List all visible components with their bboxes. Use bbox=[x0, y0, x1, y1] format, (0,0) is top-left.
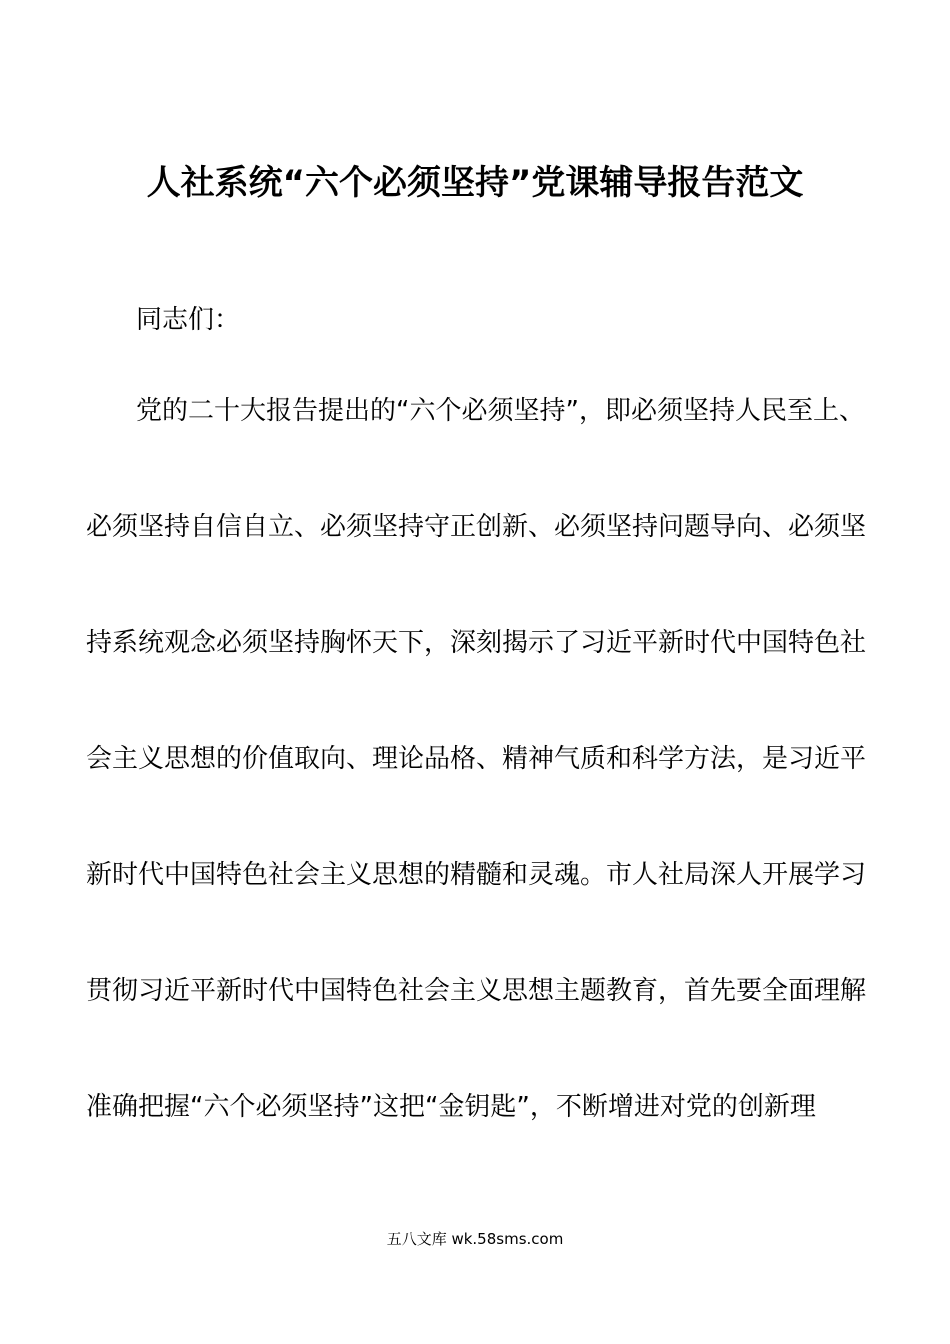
greeting-line: 同志们： bbox=[136, 305, 241, 335]
document-title: 人社系统“六个必须坚持”党课辅导报告范文 bbox=[146, 163, 804, 203]
paragraph-line: 贯彻习近平新时代中国特色社会主义思想主题教育，首先要全面理解 bbox=[86, 976, 867, 1006]
paragraph-line: 必须坚持自信自立、必须坚持守正创新、必须坚持问题导向、必须坚 bbox=[86, 512, 867, 542]
paragraph-line: 会主义思想的价值取向、理论品格、精神气质和科学方法，是习近平 bbox=[86, 744, 867, 774]
paragraph-line: 新时代中国特色社会主义思想的精髓和灵魂。市人社局深人开展学习 bbox=[86, 860, 867, 890]
page-footer: 五八文库 wk.58sms.com bbox=[386, 1230, 564, 1248]
paragraph-line: 持系统观念必须坚持胸怀天下，深刻揭示了习近平新时代中国特色社 bbox=[86, 628, 867, 658]
paragraph-line: 准确把握“六个必须坚持”这把“金钥匙”，不断增进对党的创新理 bbox=[86, 1092, 816, 1122]
paragraph-line: 党的二十大报告提出的“六个必须坚持”，即必须坚持人民至上、 bbox=[136, 396, 865, 426]
